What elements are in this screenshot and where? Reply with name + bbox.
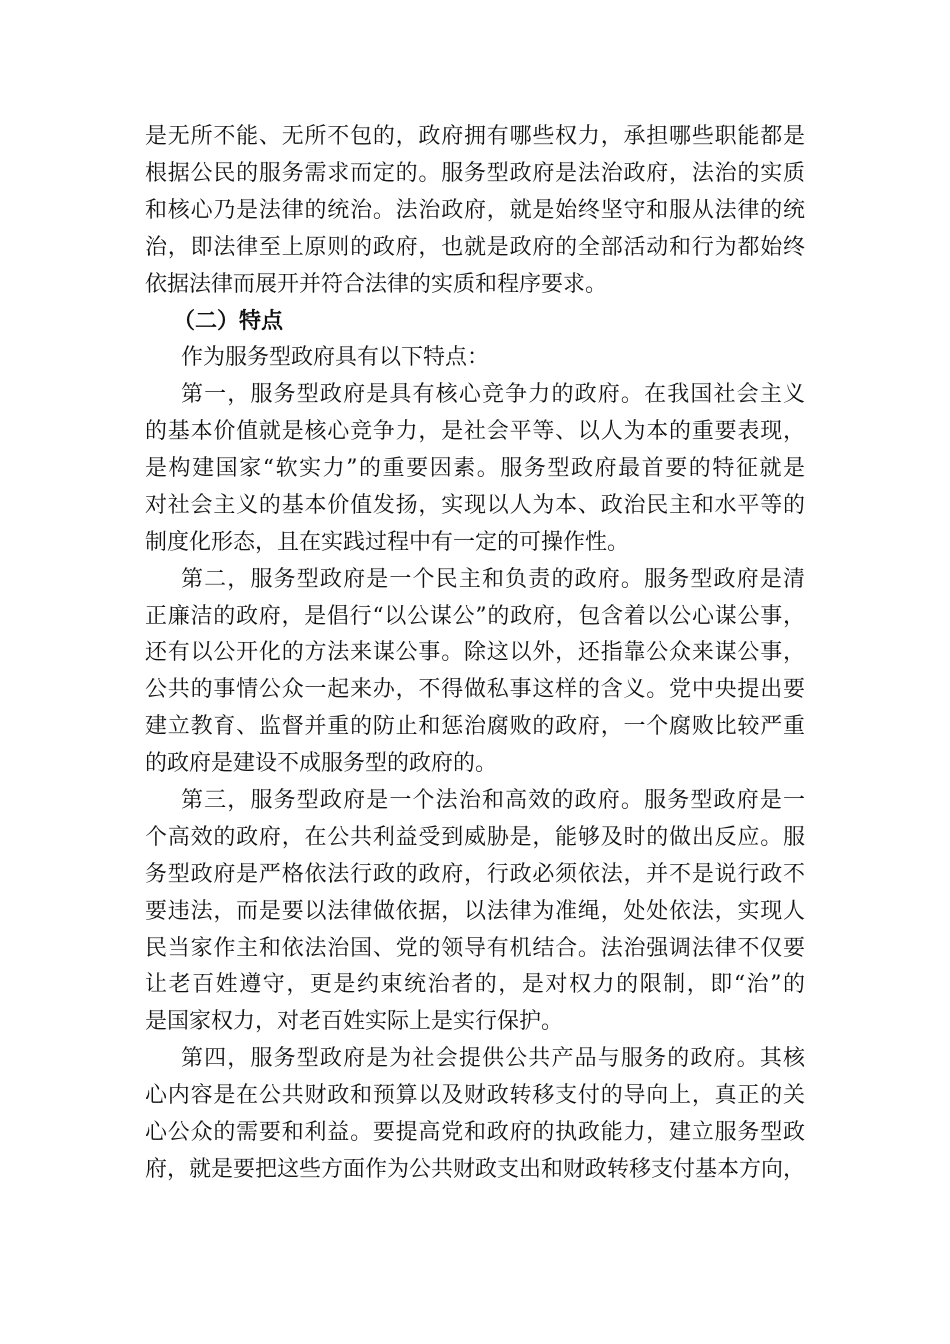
paragraph-line: 的基本价值就是核心竞争力，是社会平等、以人为本的重要表现， bbox=[145, 419, 805, 445]
paragraph-line: 的政府是建设不成服务型的政府的。 bbox=[145, 751, 498, 777]
paragraph-line: 作为服务型政府具有以下特点： bbox=[181, 345, 490, 371]
document-body bbox=[145, 119, 805, 1189]
paragraph-line: 正廉洁的政府，是倡行“以公谋公”的政府，包含着以公心谋公事， bbox=[145, 603, 805, 629]
paragraph-line: 制度化形态，且在实践过程中有一定的可操作性。 bbox=[145, 529, 630, 555]
paragraph-line: 第一，服务型政府是具有核心竞争力的政府。在我国社会主义 bbox=[181, 382, 805, 408]
paragraph-line: 个高效的政府，在公共利益受到威胁是，能够及时的做出反应。服 bbox=[145, 824, 805, 850]
paragraph-line: 依据法律而展开并符合法律的实质和程序要求。 bbox=[145, 271, 608, 297]
paragraph-line: 要违法，而是要以法律做依据，以法律为准绳，处处依法，实现人 bbox=[145, 898, 805, 924]
paragraph-line: 是构建国家“软实力”的重要因素。服务型政府最首要的特征就是 bbox=[145, 456, 805, 482]
paragraph-line: 心公众的需要和利益。要提高党和政府的执政能力，建立服务型政 bbox=[145, 1120, 805, 1146]
paragraph-line: 和核心乃是法律的统治。法治政府，就是始终坚守和服从法律的统 bbox=[145, 197, 805, 223]
paragraph-line: 第二，服务型政府是一个民主和负责的政府。服务型政府是清 bbox=[181, 566, 805, 592]
heading-text: （二）特点 bbox=[173, 308, 284, 335]
paragraph bbox=[145, 783, 805, 1041]
paragraph bbox=[145, 1041, 805, 1189]
paragraph-line: 第三，服务型政府是一个法治和高效的政府。服务型政府是一 bbox=[181, 788, 805, 814]
section-heading bbox=[145, 303, 805, 340]
paragraph-line: 务型政府是严格依法行政的政府，行政必须依法，并不是说行政不 bbox=[145, 861, 805, 887]
paragraph-line: 对社会主义的基本价值发扬，实现以人为本、政治民主和水平等的 bbox=[145, 492, 805, 518]
paragraph-line: 第四，服务型政府是为社会提供公共产品与服务的政府。其核 bbox=[181, 1046, 805, 1072]
paragraph-line: 还有以公开化的方法来谋公事。除这以外，还指靠公众来谋公事， bbox=[145, 640, 805, 666]
paragraph-line: 让老百姓遵守，更是约束统治者的，是对权力的限制，即“治”的 bbox=[145, 972, 805, 998]
paragraph-line: 建立教育、监督并重的防止和惩治腐败的政府，一个腐败比较严重 bbox=[145, 714, 805, 740]
paragraph bbox=[145, 377, 805, 561]
paragraph-line: 民当家作主和依法治国、党的领导有机结合。法治强调法律不仅要 bbox=[145, 935, 805, 961]
document-page bbox=[145, 119, 805, 1189]
paragraph bbox=[145, 562, 805, 783]
paragraph-line: 根据公民的服务需求而定的。服务型政府是法治政府，法治的实质 bbox=[145, 160, 805, 186]
paragraph-line: 是国家权力，对老百姓实际上是实行保护。 bbox=[145, 1009, 564, 1035]
paragraph-line: 公共的事情公众一起来办，不得做私事这样的含义。党中央提出要 bbox=[145, 677, 805, 703]
paragraph-line: 心内容是在公共财政和预算以及财政转移支付的导向上，真正的关 bbox=[145, 1083, 805, 1109]
paragraph bbox=[145, 119, 805, 303]
paragraph bbox=[145, 340, 805, 377]
paragraph-line: 府，就是要把这些方面作为公共财政支出和财政转移支付基本方向， bbox=[145, 1156, 806, 1182]
paragraph-line: 治，即法律至上原则的政府，也就是政府的全部活动和行为都始终 bbox=[145, 234, 805, 260]
paragraph-line: 是无所不能、无所不包的，政府拥有哪些权力，承担哪些职能都是 bbox=[145, 124, 805, 149]
